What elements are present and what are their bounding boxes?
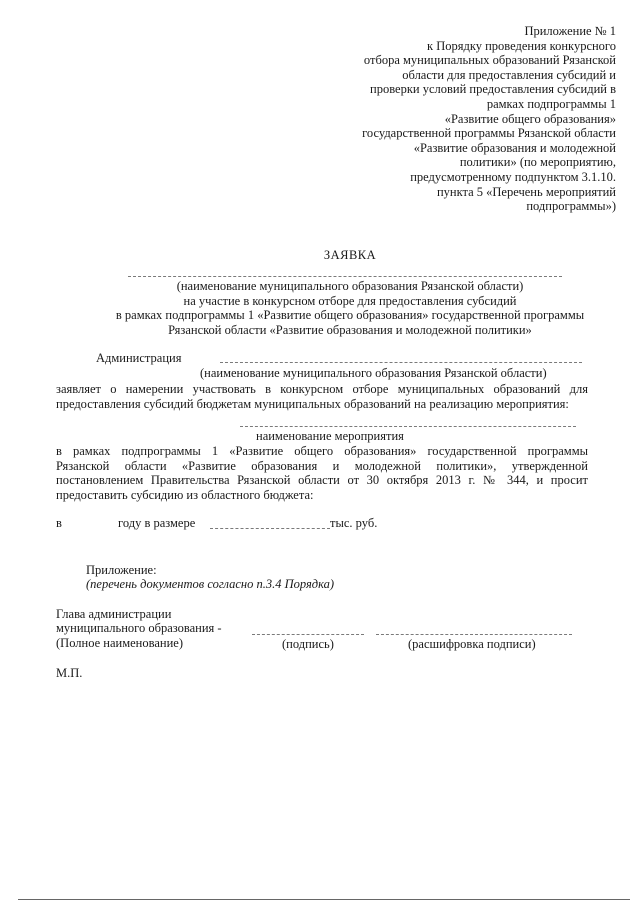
amount-middle: году в размере <box>118 516 196 530</box>
body-line: Рязанской области «Развитие образования и молодежной политики», утвержденной <box>56 458 588 473</box>
header-line: на участие в конкурсном отборе для предоставления субсидий <box>183 293 517 308</box>
annex-line: Приложение № 1 <box>524 24 616 38</box>
body-line: предоставить субсидию из областного бюджета: <box>56 487 314 502</box>
annex-line: подпрограммы») <box>526 199 616 214</box>
annex-line: области для предоставления субсидий и <box>402 67 616 82</box>
amount-fill-line <box>210 528 330 529</box>
header-line: Рязанской области «Развитие образования и молодежной политики» <box>168 322 532 337</box>
annex-line: политики» (по мероприятию, <box>459 155 616 170</box>
body-line: предоставления субсидий бюджетам муниципальных образований на реализацию мероприятия: <box>56 396 569 411</box>
annex-line: пункта 5 «Перечень мероприятий <box>436 184 616 199</box>
header-line: в рамках подпрограммы 1 «Развитие общего образования» государственной программы <box>115 308 585 323</box>
decode-caption: (расшифровка подписи) <box>408 637 536 651</box>
administration-caption: (наименование муниципального образования Рязанской области) <box>200 366 547 380</box>
header-caption: (наименование муниципального образования Рязанской области) <box>176 279 524 293</box>
annex-block <box>362 24 616 214</box>
signature-line: муниципального образования - <box>56 621 222 635</box>
signature-line: Глава администрации <box>56 607 172 621</box>
administration-body <box>56 382 588 411</box>
annex-line: отбора муниципальных образований Рязанской <box>363 53 616 68</box>
document-title: ЗАЯВКА <box>323 248 377 262</box>
attachment-label: Приложение: <box>86 563 157 577</box>
decode-fill-line <box>376 634 572 635</box>
municipality-fill-line <box>128 276 562 277</box>
body-line: заявляет о намерении участвовать в конкурсном отборе муниципальных образований для <box>56 382 588 396</box>
measure-fill-line <box>240 426 576 427</box>
attachment-note: (перечень документов согласно п.3.4 Порядка) <box>86 577 335 591</box>
annex-line: рамках подпрограммы 1 <box>486 96 616 111</box>
header-block <box>0 279 640 337</box>
measure-caption: наименование мероприятия <box>256 429 404 443</box>
amount-suffix: тыс. руб. <box>330 516 378 530</box>
annex-line: к Порядку проведения конкурсного <box>427 38 616 53</box>
body-line: в рамках подпрограммы 1 «Развитие общего образования» государственной программы <box>56 444 588 458</box>
body-line: постановлением Правительства Рязанской области от 30 октября 2013 г. № 344, и просит <box>56 473 588 488</box>
annex-line: проверки условий предоставления субсидий в <box>370 82 616 97</box>
annex-line: «Развитие общего образования» <box>444 111 616 126</box>
sign-fill-line <box>252 634 364 635</box>
administration-fill-line <box>220 362 582 363</box>
annex-line: «Развитие образования и молодежной <box>413 140 616 155</box>
annex-line: предусмотренному подпунктом 3.1.10. <box>410 169 616 184</box>
annex-line: государственной программы Рязанской области <box>362 126 616 141</box>
administration-label: Администрация <box>96 351 182 365</box>
signature-line: (Полное наименование) <box>56 636 183 650</box>
amount-prefix: в <box>56 516 62 530</box>
measure-body <box>56 444 588 502</box>
sign-caption: (подпись) <box>282 637 334 651</box>
page-bottom-edge <box>18 899 630 900</box>
stamp-mark: М.П. <box>56 666 83 680</box>
